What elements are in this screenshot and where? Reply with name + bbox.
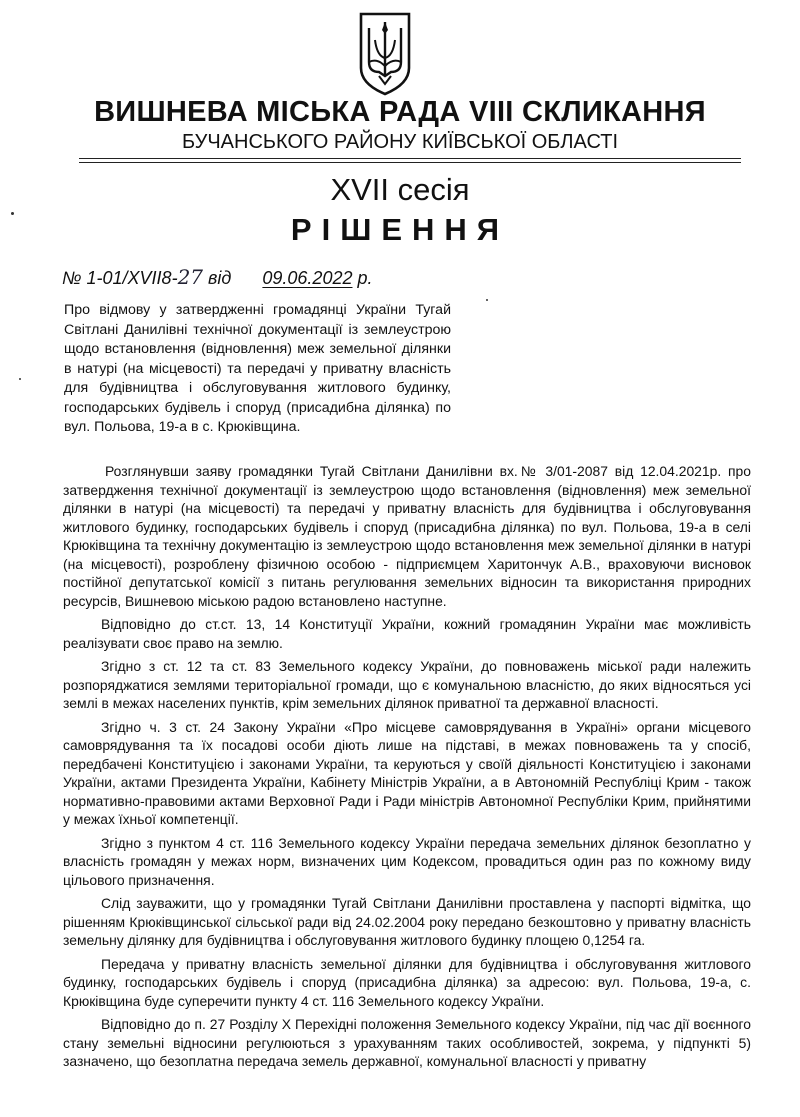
scan-speck — [486, 299, 488, 301]
date-label: від — [208, 268, 232, 288]
paragraph: Згідно ч. 3 ст. 24 Закону України «Про місцеве самоврядування в Україні» органи місцевого самоврядування та їх посадові особи діють лише на підставі, в межах повноважень та у спосіб, передбачені Конституцією і законами України, та керуються у своїй діяльності Конституцією і законами України, актами Президента України, Кабінету Міністрів України, а в Автономній Республіці Крим - також нормативно-правовими актами Верховної Ради і Ради міністрів Автономної Республіки Крим, прийнятими у межах їхньої компетенції. — [63, 718, 751, 827]
paragraph: Розглянувши заяву громадянки Тугай Світлани Данилівни вх.№ 3/01-2087 від 12.04.2021р. про затвердження технічної документації із землеустрою щодо встановлення (відновлення) меж земельної ділянки в натурі (на місцевості) та передачі у приватну власність для будівництва і обслуговування житлового будинку, господарських будівель і споруд (присадибна ділянка) по вул. Польова, 19-а в селі Крюківщина та технічну документацію із землеустрою щодо встановлення меж земельної ділянки в натурі (на місцевості), розроблену фізичною особою - підприємцем Харитончук А.В., враховуючи висновок постійної депутатської комісії з питань регулювання земельних відносин та використання природних ресурсів, Вишневою міською радою встановлено наступне. — [63, 463, 751, 609]
trident-coat-of-arms-icon — [357, 10, 413, 96]
handwritten-number: 27 — [177, 265, 204, 289]
paragraph: Слід зауважити, що у громадянки Тугай Світлани Данилівни проставлена у паспорті відмітка, що рішенням Крюківщинської сільської ради від 24.02.2004 року передано безкоштовно у приватну власність земельну ділянку для будівництва і обслуговування житлового будинку площею 0,1254 га. — [63, 895, 751, 948]
decision-subject: Про відмову у затвердженні громадянці України Тугай Світлані Данилівні технічної документації із землеустрою щодо встановлення (відновлення) меж земельної ділянки в натурі (на місцевості) та передачі у приватну власність для будівництва і обслуговування житлового будинку, господарських будівель і споруд (присадибна ділянка) по вул. Польова, 19-а в с. Крюківщина. — [64, 302, 451, 435]
year-suffix: р. — [357, 268, 373, 288]
paragraph: Відповідно до ст.ст. 13, 14 Конституції України, кожний громадянин України має можливість реалізувати своє право на землю. — [63, 616, 751, 651]
scan-speck — [11, 212, 14, 215]
decision-date: 09.06.2022 — [262, 268, 353, 288]
header-divider-thick — [79, 158, 741, 159]
header-divider-thin — [79, 162, 741, 163]
paragraph: Згідно з ст. 12 та ст. 83 Земельного кодексу України, до повноважень міської ради належить розпоряджатися землями територіальної громади, що є комунальною власністю, до яких відносяться усі землі в межах населених пунктів, крім земельних ділянок приватної та державної власності. — [63, 658, 751, 711]
document-type-title: РІШЕННЯ — [290, 212, 510, 247]
scan-speck — [19, 378, 21, 380]
number-sign: № — [62, 268, 82, 288]
council-title: ВИШНЕВА МІСЬКА РАДА VIII СКЛИКАННЯ — [94, 96, 706, 128]
paragraph: Передача у приватну власність земельної ділянки для будівництва і обслуговування житлового будинку, господарських будівель і споруд (присадибна ділянка) за адресою: вул. Польова, 19-а, с. Крюківщина буде суперечити пункту 4 ст. 116 Земельного кодексу України. — [63, 955, 751, 1009]
district-subtitle: БУЧАНСЬКОГО РАЙОНУ КИЇВСЬКОЇ ОБЛАСТІ — [181, 131, 618, 153]
paragraph: Згідно з пунктом 4 ст. 116 Земельного кодексу України передача земельних ділянок безоплатно у власність громадян у межах норм, визначених цим Кодексом, провадиться один раз по кожному виду цільового призначення. — [63, 834, 751, 888]
decision-body — [63, 462, 751, 1076]
decision-number: 1-01/XVII8- — [86, 268, 178, 288]
paragraph: Відповідно до п. 27 Розділу Х Перехідні положення Земельного кодексу України, під час дії воєнного стану земельні відносини регулюються з урахуванням таких особливостей, зокрема, у підпункті 5) зазначено, що безоплатна передача земель державної, комунальної власності у приватну — [63, 1016, 751, 1069]
session-title: XVII сесія — [330, 172, 470, 207]
decision-number-line — [62, 265, 373, 289]
